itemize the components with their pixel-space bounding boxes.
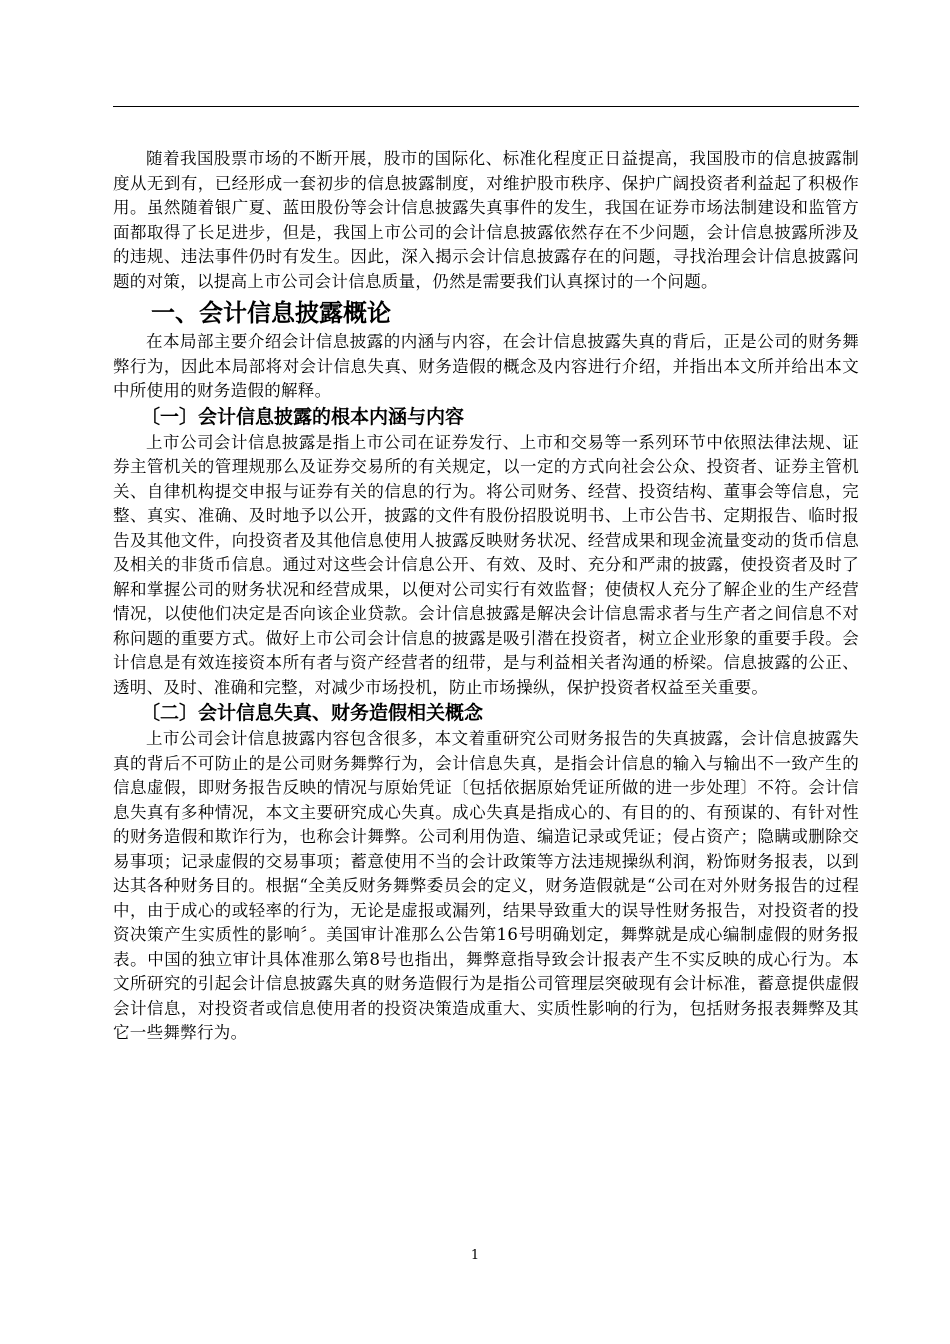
page-number: 1 xyxy=(470,1248,480,1263)
subsection-2-paragraph: 上市公司会计信息披露内容包含很多，本文着重研究公司财务报告的失真披露，会计信息披露失真的背后不可防止的是公司财务舞弊行为，会计信息失真，是指会计信息的输入与输出不一致产生的信息虚假，即财务报告反映的情况与原始凭证〔包括依据原始凭证所做的进一步处理〕不符。会计信息失真有多种情况，本文主要研究成心失真。成心失真是指成心的、有目的的、有预谋的、有针对性的财务造假和欺诈行为，也称会计舞弊。公司利用伪造、编造记录或凭证；侵占资产；隐瞒或删除交易事项；记录虚假的交易事项；蓄意使用不当的会计政策等方法违规操纵利润，粉饰财务报表，以到达其各种财务目的。根据“全美反财务舞弊委员会的定义，财务造假就是“公司在对外财务报告的过程中，由于成心的或轻率的行为，无论是虚报或漏列，结果导致重大的误导性财务报告，对投资者的投资决策产生实质性的影响〞。美国审计准那么公告第16号明确划定，舞弊就是成心编制虚假的财务报表。中国的独立审计具体准那么第8号也指出，舞弊意指导致会计报表产生不实反映的成心行为。本文所研究的引起会计信息披露失真的财务造假行为是指公司管理层突破现有会计标准，蓄意提供虚假会计信息，对投资者或信息使用者的投资决策造成重大、实质性影响的行为，包括财务报表舞弊及其它一些舞弊行为。 xyxy=(113,729,859,1042)
subsection-heading-2: 〔二〕会计信息失真、财务造假相关概念 xyxy=(141,702,484,724)
intro-paragraph: 随着我国股票市场的不断开展，股市的国际化、标准化程度正日益提高，我国股市的信息披露制度从无到有，已经形成一套初步的信息披露制度，对维护股市秩序、保护广阔投资者利益起了积极作用。虽然随着银广夏、蓝田股份等会计信息披露失真事件的发生，我国在证券市场法制建设和监管方面都取得了长足进步，但是，我国上市公司的会计信息披露依然存在不少问题，会计信息披露所涉及的违规、违法事件仍时有发生。因此，深入揭示会计信息披露存在的问题，寻找治理会计信息披露问题的对策，以提高上市公司会计信息质量，仍然是需要我们认真探讨的一个问题。 xyxy=(113,149,859,291)
header-rule xyxy=(113,106,859,107)
subsection-1-paragraph: 上市公司会计信息披露是指上市公司在证券发行、上市和交易等一系列环节中依照法律法规、证券主管机关的管理规那么及证券交易所的有关规定，以一定的方式向社会公众、投资者、证券主管机关、自律机构提交申报与证券有关的信息的行为。将公司财务、经营、投资结构、董事会等信息，完整、真实、准确、及时地予以公开，披露的文件有股份招股说明书、上市公告书、定期报告、临时报告及其他文件，向投资者及其他信息使用人披露反映财务状况、经营成果和现金流量变动的货币信息及相关的非货币信息。通过对这些会计信息公开、有效、及时、充分和严肃的披露，使投资者及时了解和掌握公司的财务状况和经营成果，以便对公司实行有效监督；使债权人充分了解企业的生产经营情况，以使他们决定是否向该企业贷款。会计信息披露是解决会计信息需求者与生产者之间信息不对称问题的重要方式。做好上市公司会计信息的披露是吸引潜在投资者，树立企业形象的重要手段。会计信息是有效连接资本所有者与资产经营者的纽带，是与利益相关者沟通的桥梁。信息披露的公正、透明、及时、准确和完整，对减少市场投机，防止市场操纵，保护投资者权益至关重要。 xyxy=(113,432,859,697)
section-heading-1: 一、会计信息披露概论 xyxy=(151,299,391,327)
section-1-intro-paragraph: 在本局部主要介绍会计信息披露的内涵与内容，在会计信息披露失真的背后，正是公司的财务舞弊行为，因此本局部将对会计信息失真、财务造假的概念及内容进行介绍，并指出本文所并给出本文中所使用的财务造假的解释。 xyxy=(113,332,859,400)
subsection-heading-1: 〔一〕会计信息披露的根本内涵与内容 xyxy=(141,405,465,428)
document-body xyxy=(113,147,859,1046)
